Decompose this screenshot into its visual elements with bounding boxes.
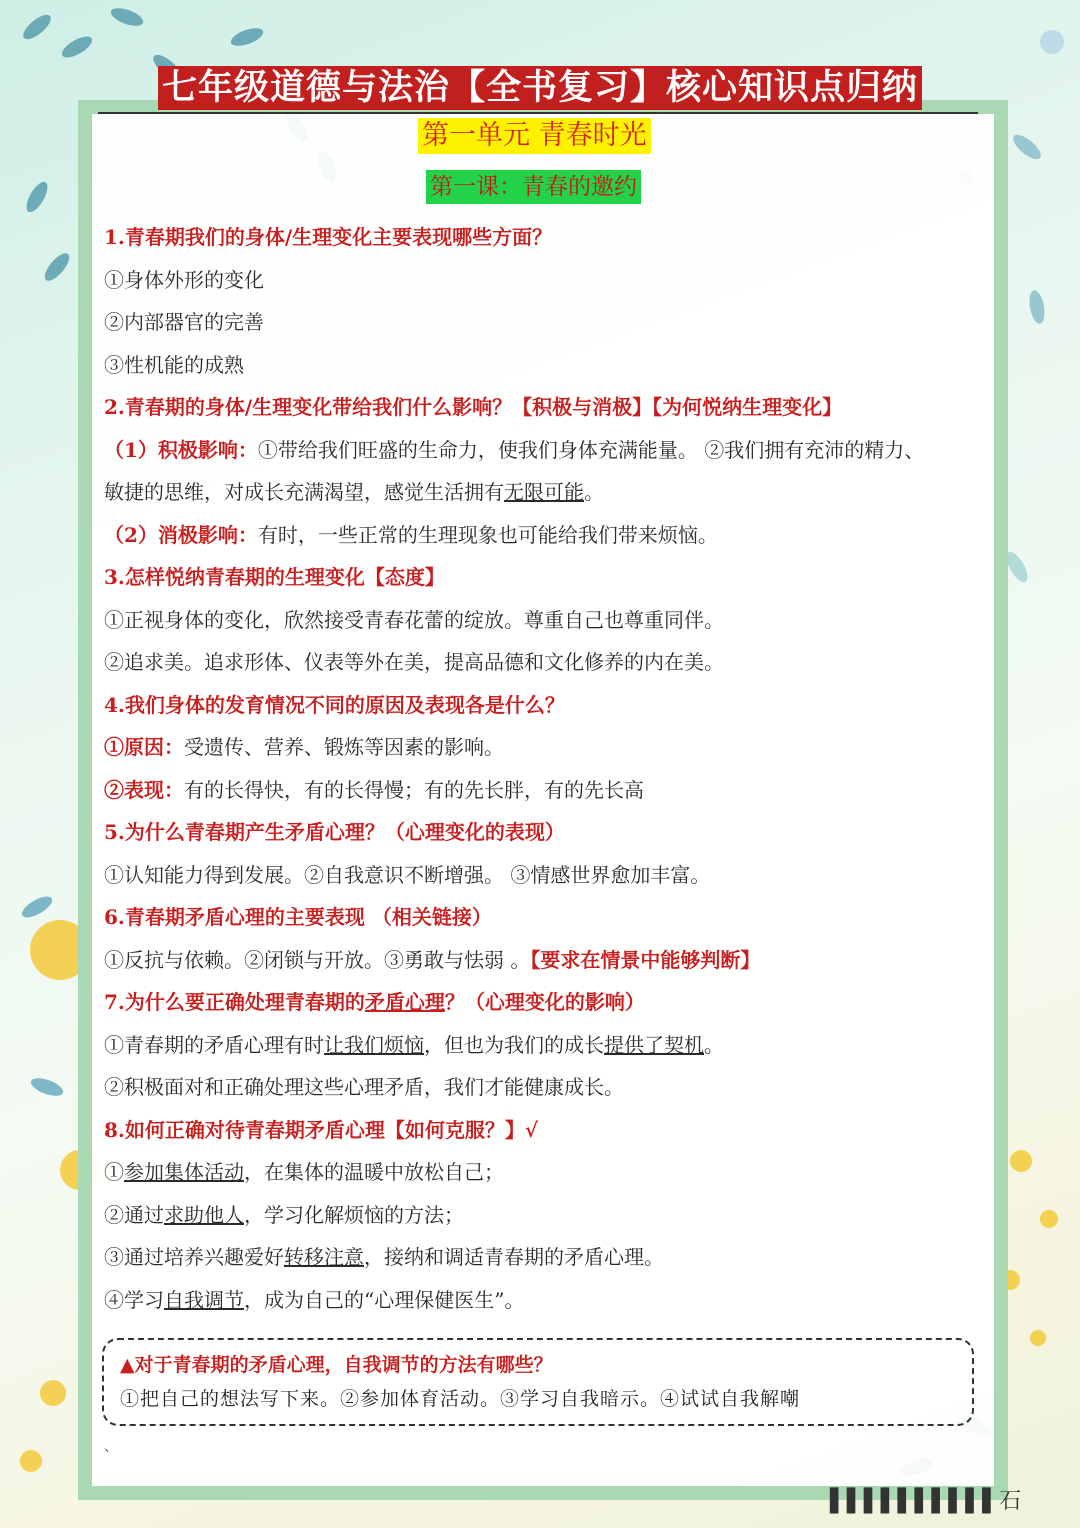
underlined-text: 求助他人 (164, 1202, 244, 1227)
content-body (104, 216, 984, 1321)
text-run: ① (104, 1160, 124, 1184)
question-6-title: 6.青春期矛盾心理的主要表现 （相关链接） (104, 905, 492, 929)
unit-heading: 第一单元 青春时光 (418, 118, 651, 154)
text-run: ，成为自己的“心理保健医生”。 (244, 1287, 525, 1312)
positive-effect-label: （1）积极影响： (104, 437, 258, 462)
list-item (104, 1194, 984, 1237)
manifestation-text: 有的长得快，有的长得慢；有的先长胖，有的先长高 (184, 777, 644, 802)
text-run: ？（心理变化的影响） (444, 990, 645, 1014)
lesson-heading: 第一课：青春的邀约 (426, 170, 641, 204)
question-5-title: 5.为什么青春期产生矛盾心理？（心理变化的表现） (104, 820, 565, 844)
text-run: ②通过 (104, 1202, 164, 1227)
stray-mark: 、 (104, 1439, 118, 1455)
manifestation-label: ②表现： (104, 777, 184, 802)
underlined-text: 矛盾心理 (364, 990, 445, 1014)
text-run: ，但也为我们的成长 (424, 1032, 604, 1057)
question-4-title: 4.我们身体的发育情况不同的原因及表现各是什么？ (104, 692, 565, 717)
list-item: ③性机能的成熟 (104, 352, 244, 377)
callout-heading: ▲对于青春期的矛盾心理，自我调节的方法有哪些？ (120, 1354, 553, 1376)
title-divider (98, 112, 978, 114)
text-run: ③通过培养兴趣爱好 (104, 1245, 284, 1269)
text-run: 7.为什么要正确处理青春期的 (104, 990, 365, 1014)
self-adjustment-callout (102, 1338, 974, 1426)
list-item: ②内部器官的完善 (104, 310, 264, 334)
question-2-title: 2.青春期的身体/生理变化带给我们什么影响？【积极与消极】【为何悦纳生理变化】 (104, 395, 843, 419)
list-item: ①正视身体的变化，欣然接受青春花蕾的绽放。尊重自己也尊重同伴。 (104, 607, 724, 632)
underlined-text: 参加集体活动 (124, 1160, 244, 1184)
underlined-text: 自我调节 (164, 1287, 244, 1312)
positive-effect-line-2 (104, 471, 984, 514)
list-item (104, 1151, 984, 1194)
cause-line (104, 726, 984, 769)
callout-body: ①把自己的想法写下来。②参加体育活动。③学习自我暗示。④试试自我解嘲 (120, 1388, 801, 1410)
list-item (104, 1024, 984, 1067)
negative-effect-line (104, 514, 984, 557)
positive-effect-line (104, 429, 984, 472)
list-item (104, 1236, 984, 1279)
question-7-title (104, 981, 984, 1024)
list-item: ①身体外形的变化 (104, 267, 264, 292)
text-run: ①青春期的矛盾心理有时 (104, 1032, 324, 1057)
text-run: ，接纳和调适青春期的矛盾心理。 (364, 1245, 664, 1269)
list-item (104, 1279, 984, 1322)
text-run: ④学习 (104, 1287, 164, 1312)
requirement-note: 【要求在情景中能够判断】 (530, 947, 761, 972)
positive-effect-text: ①带给我们旺盛的生命力，使我们身体充满能量。 ②我们拥有充沛的精力、 (257, 437, 925, 462)
question-3-title: 3.怎样悦纳青春期的生理变化【态度】 (104, 565, 445, 589)
page-title: 七年级道德与法治【全书复习】核心知识点归纳 (158, 66, 922, 110)
question-1-title: 1.青春期我们的身体/生理变化主要表现哪些方面？ (104, 225, 553, 249)
cause-label: ①原因： (104, 735, 184, 759)
list-item: ②追求美。追求形体、仪表等外在美，提高品德和文化修养的内在美。 (104, 650, 724, 674)
list-item: ①认知能力得到发展。②自我意识不断增强。 ③情感世界愈加丰富。 (104, 862, 711, 887)
text-run: 。 (584, 480, 604, 504)
underlined-text: 转移注意 (284, 1245, 364, 1269)
cause-text: 受遗传、营养、锻炼等因素的影响。 (184, 735, 504, 759)
negative-effect-text: 有时，一些正常的生理现象也可能给我们带来烦恼。 (257, 522, 718, 547)
text-run: ①反抗与依赖。②闭锁与开放。③勇敢与怯弱 。 (104, 947, 531, 972)
question-8-title: 8.如何正确对待青春期矛盾心理【如何克服？】√ (104, 1117, 539, 1142)
text-run: 敏捷的思维，对成长充满渴望，感觉生活拥有 (104, 480, 504, 504)
text-run: 。 (704, 1032, 724, 1057)
manifestation-line (104, 769, 984, 812)
text-run: ，学习化解烦恼的方法； (244, 1202, 464, 1227)
watermark: ▌▌▌▌▌▌▌▌▌▌石 (830, 1489, 1022, 1514)
text-run: ，在集体的温暖中放松自己； (244, 1160, 504, 1184)
list-item (104, 939, 984, 982)
underlined-text: 无限可能 (504, 480, 584, 504)
underlined-text: 提供了契机 (604, 1032, 704, 1057)
list-item: ②积极面对和正确处理这些心理矛盾，我们才能健康成长。 (104, 1075, 624, 1099)
negative-effect-label: （2）消极影响： (104, 522, 258, 547)
underlined-text: 让我们烦恼 (324, 1032, 424, 1057)
